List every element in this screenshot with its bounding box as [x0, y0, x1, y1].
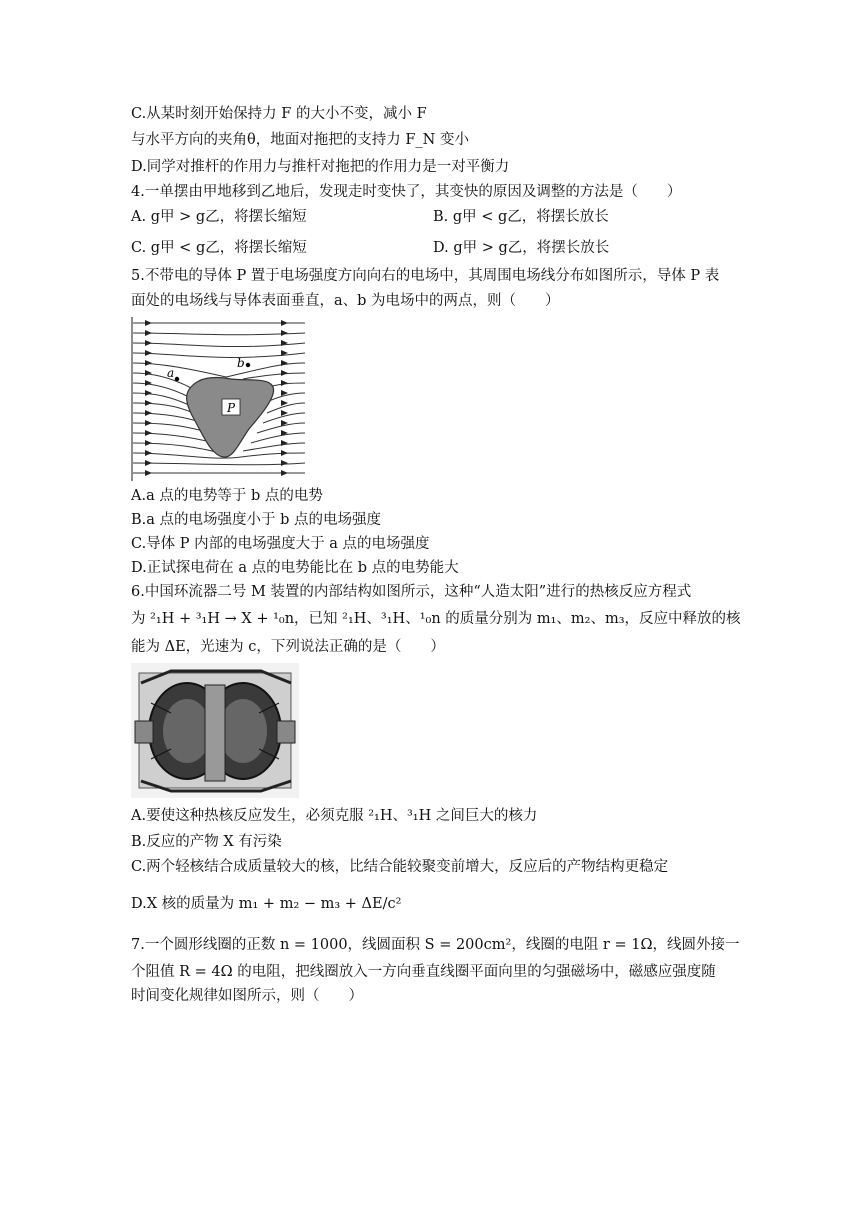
q6-stem-line2: 为 ²₁H + ³₁H → X + ¹₀n，已知 ²₁H、³₁H、¹₀n 的质量分别为 m₁、m₂、m₃，反应中释放的核: [131, 611, 741, 627]
q6-option-c: C.两个轻核结合成质量较大的核，比结合能较聚变前增大，反应后的产物结构更稳定: [131, 859, 669, 875]
q3-option-c-line2: 与水平方向的夹角θ，地面对拖把的支持力 F_N 变小: [131, 132, 469, 148]
q5-option-d: D.正试探电荷在 a 点的电势能比在 b 点的电势能大: [131, 560, 459, 576]
q6-stem-line3: 能为 ΔE，光速为 c，下列说法正确的是（ ）: [131, 639, 445, 655]
q7-stem-line3: 时间变化规律如图所示，则（ ）: [131, 988, 363, 1004]
q5-option-c: C.导体 P 内部的电场强度大于 a 点的电场强度: [131, 536, 430, 552]
q5-stem-line2: 面处的电场线与导体表面垂直，a、b 为电场中的两点，则（ ）: [131, 293, 560, 309]
q4-option-c: C. g甲 < g乙，将摆长缩短: [131, 240, 307, 256]
q4-stem: 4.一单摆由甲地移到乙地后，发现走时变快了，其变快的原因及调整的方法是（ ）: [131, 184, 682, 200]
q5-option-b: B.a 点的电场强度小于 b 点的电场强度: [131, 512, 382, 528]
conductor-label: P: [227, 401, 236, 415]
q4-option-d: D. g甲 > g乙，将摆长放长: [433, 240, 610, 256]
q6-option-a: A.要使这种热核反应发生，必须克服 ²₁H、³₁H 之间巨大的核力: [131, 808, 538, 824]
q6-stem-line1: 6.中国环流器二号 M 装置的内部结构如图所示，这种“人造太阳”进行的热核反应方程式: [131, 584, 692, 600]
conductor-p: [187, 377, 274, 457]
q4-option-a: A. g甲 > g乙，将摆长缩短: [131, 209, 307, 225]
q6-option-d: D.X 核的质量为 m₁ + m₂ − m₃ + ΔE/c²: [131, 896, 402, 912]
point-a-label: a: [167, 366, 175, 380]
electric-field-figure: [131, 317, 307, 481]
q7-stem-line1: 7.一个圆形线圈的正数 n = 1000，线圆面积 S = 200cm²，线圈的电阻 r = 1Ω，线圆外接一: [131, 937, 740, 953]
q5-stem-line1: 5.不带电的导体 P 置于电场强度方向向右的电场中，其周围电场线分布如图所示，导体 P 表: [131, 268, 720, 284]
point-b-label: b: [237, 356, 245, 370]
q6-option-b: B.反应的产物 X 有污染: [131, 834, 282, 850]
q5-option-a: A.a 点的电势等于 b 点的电势: [131, 488, 323, 504]
q3-option-c-line1: C.从某时刻开始保持力 F 的大小不变，减小 F: [131, 106, 427, 122]
q3-option-d: D.同学对推杆的作用力与推杆对拖把的作用力是一对平衡力: [131, 159, 510, 175]
q7-stem-line2: 个阻值 R = 4Ω 的电阻，把线圈放入一方向垂直线圈平面向里的匀强磁场中，磁感应强度随: [131, 964, 716, 980]
q4-option-b: B. g甲 < g乙，将摆长放长: [433, 209, 609, 225]
tokamak-device-figure: [131, 663, 299, 798]
